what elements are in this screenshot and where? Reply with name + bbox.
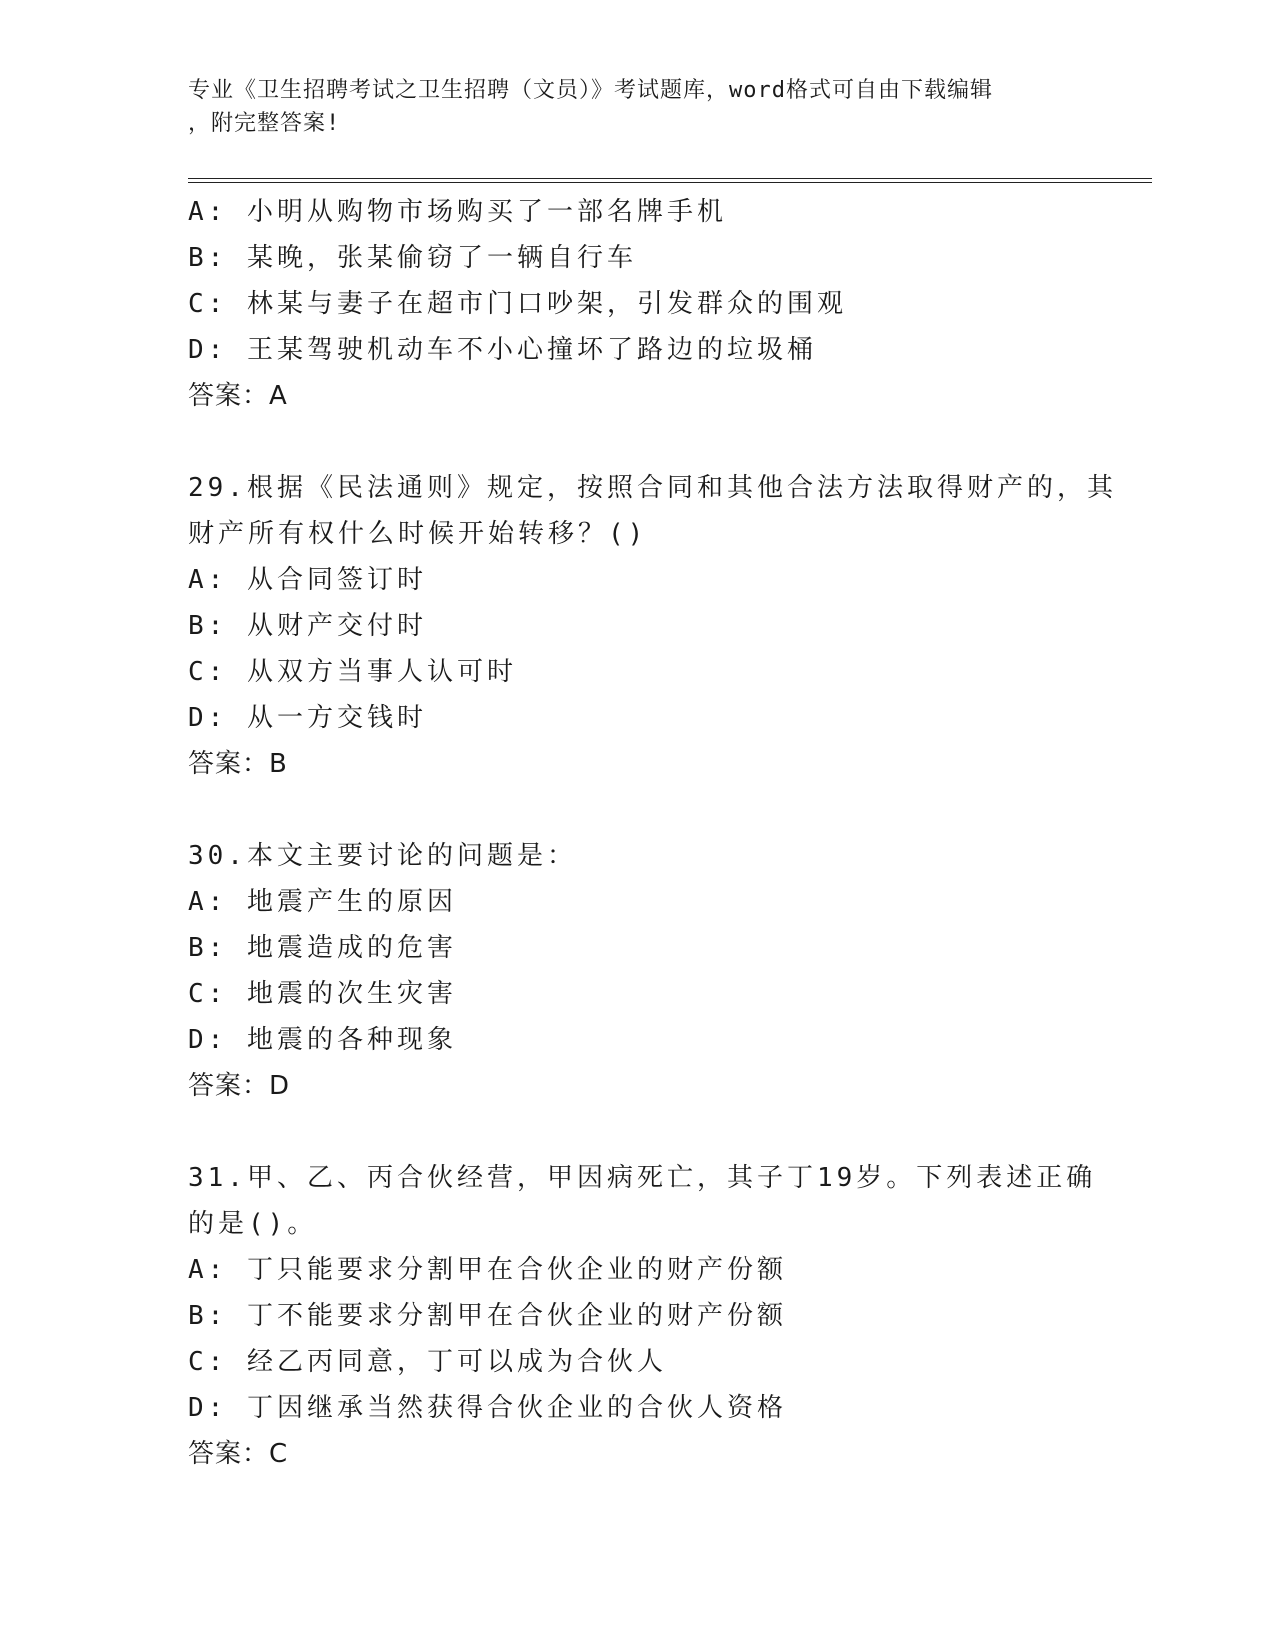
option-d: D: 地震的各种现象	[188, 1025, 457, 1055]
option-a: A: 从合同签订时	[188, 565, 427, 595]
option-c: C: 林某与妻子在超市门口吵架，引发群众的围观	[188, 289, 847, 319]
question-text-line-2: 财产所有权什么时候开始转移？()	[188, 519, 648, 549]
question-text-line-1: 29.根据《民法通则》规定，按照合同和其他合法方法取得财产的，其	[188, 473, 1117, 503]
question-text-line-2: 的是()。	[188, 1209, 318, 1239]
question-spacer	[188, 1109, 1088, 1155]
answer-line: 答案：B	[188, 749, 288, 779]
option-c: C: 从双方当事人认可时	[188, 657, 517, 687]
answer-line: 答案：A	[188, 381, 288, 411]
question-29	[188, 465, 1117, 787]
option-a: A: 丁只能要求分割甲在合伙企业的财产份额	[188, 1255, 787, 1285]
header-divider-top	[188, 178, 1152, 179]
option-c: C: 经乙丙同意，丁可以成为合伙人	[188, 1347, 667, 1377]
option-b: B: 某晚，张某偷窃了一辆自行车	[188, 243, 637, 273]
option-a: A: 小明从购物市场购买了一部名牌手机	[188, 197, 727, 227]
answer-line: 答案：D	[188, 1071, 291, 1101]
header-line-2: ，附完整答案!	[188, 111, 341, 136]
question-30	[188, 833, 1088, 1109]
question-28	[188, 189, 1088, 419]
option-b: B: 从财产交付时	[188, 611, 427, 641]
option-a: A: 地震产生的原因	[188, 887, 457, 917]
question-spacer	[188, 419, 1088, 465]
question-text-line-1: 30.本文主要讨论的问题是：	[188, 841, 577, 871]
option-b: B: 丁不能要求分割甲在合伙企业的财产份额	[188, 1301, 787, 1331]
option-b: B: 地震造成的危害	[188, 933, 457, 963]
option-d: D: 王某驾驶机动车不小心撞坏了路边的垃圾桶	[188, 335, 817, 365]
question-31	[188, 1155, 1097, 1477]
option-d: D: 丁因继承当然获得合伙企业的合伙人资格	[188, 1393, 787, 1423]
document-header	[188, 74, 1068, 140]
header-divider-bottom	[188, 182, 1152, 183]
question-spacer	[188, 787, 1088, 833]
header-line-1: 专业《卫生招聘考试之卫生招聘（文员）》考试题库，word格式可自由下载编辑	[188, 78, 993, 103]
answer-line: 答案：C	[188, 1439, 289, 1469]
option-c: C: 地震的次生灾害	[188, 979, 457, 1009]
question-list	[188, 189, 1117, 1477]
question-text-line-1: 31.甲、乙、丙合伙经营，甲因病死亡，其子丁19岁。下列表述正确	[188, 1163, 1097, 1193]
option-d: D: 从一方交钱时	[188, 703, 427, 733]
